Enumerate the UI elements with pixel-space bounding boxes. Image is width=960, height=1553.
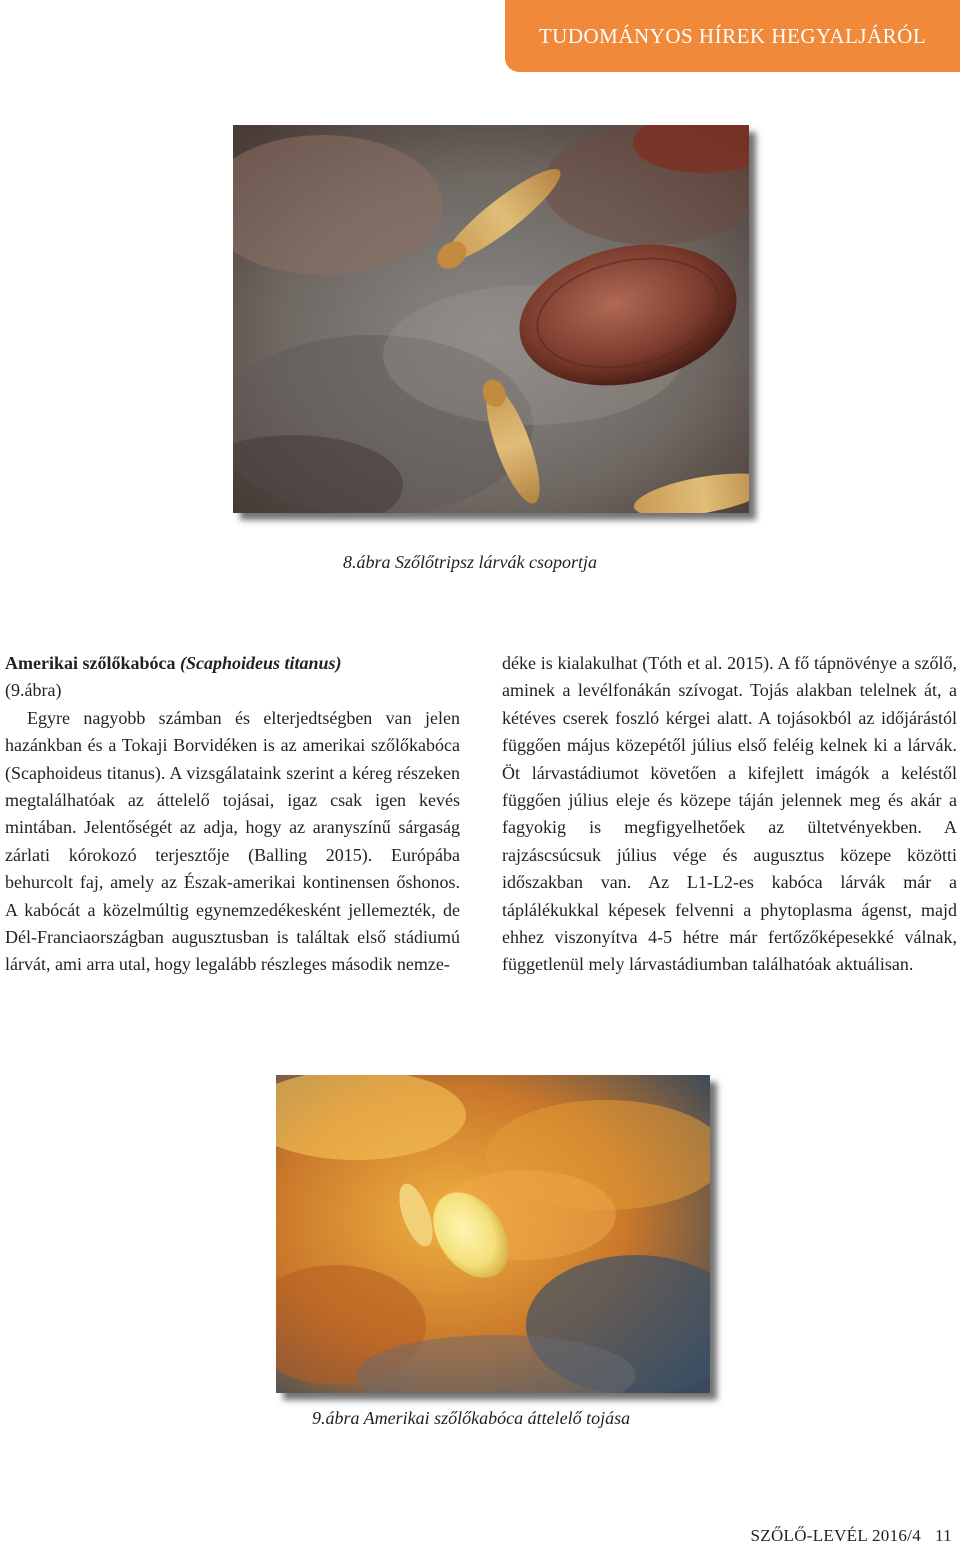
article-left-column (5, 650, 460, 979)
header-banner (505, 0, 960, 72)
heading-latin: (Scaphoideus titanus) (180, 653, 342, 673)
section-heading (5, 650, 460, 677)
heading-main: Amerikai szőlőkabóca (5, 653, 180, 673)
header-title: TUDOMÁNYOS HÍREK HEGYALJÁRÓL (538, 23, 927, 48)
leafhopper-egg-image (276, 1075, 710, 1393)
footer-publication: SZŐLŐ-LEVÉL (750, 1526, 868, 1545)
footer-issue: 2016/4 (871, 1526, 922, 1545)
thrips-larvae-image (233, 125, 749, 513)
paragraph-right: déke is kialakulhat (Tóth et al. 2015). A fő tápnövénye a szőlő, aminek a levélfonákán szívogat. Tojás alakban telelnek át, a kétéves cserek foszló kérgei alatt. A tojásokból az időjárástól függően május közepétől július első feléig kelnek ki a lárvák. Öt lárvastádiumot követően a kifejlett imágók a keléstől függően július eleje és közepe táján jelennek meg és akár a fagyokig is megfigyelhetőek az ültetvényekben. A rajzáscsúcsuk július vége és augusztus közepe közötti időszakban van. Az L1-L2-es kabóca lárvák már a táplálékukkal képesek felvenni a phytoplasma ágenst, majd ehhez viszonyítva 4-5 hétre már fertőzőképesekké válnak, függetlenül mely lárvastádiumban találhatóak aktuálisan. (502, 653, 957, 975)
paragraph-left: Egyre nagyobb számban és elterjedtségben van jelen hazánkban és a Tokaji Borvidéken is az amerikai szőlőkabóca (Scaphoideus titanus). A vizsgálataink szerint a kéreg részeken megtalálhatóak az áttelelő tojásai, igaz csak igen kevés mintában. Jelentőségét az adja, hogy az aranyszínű sárgaság zárlati kórokozó terjesztője (Balling 2015). Európába behurcolt faj, amely az Észak-amerikai kontinensen őshonos. A kabócát a közelmúltig egynemzedékesként jellemezték, de Dél-Franciaországban augusztusban is találtak első stádiumú lárvát, ami arra utal, hogy legalább részleges második nemze- (5, 707, 460, 975)
figure-8-caption: 8.ábra Szőlőtripsz lárvák csoportja (343, 552, 598, 572)
figure-9-caption: 9.ábra Amerikai szőlőkabóca áttelelő tojása (312, 1408, 631, 1428)
figure-8-photo (233, 125, 749, 513)
page-footer (751, 1526, 953, 1546)
page-number: 11 (935, 1526, 952, 1545)
article-right-column (502, 650, 957, 979)
heading-figure-ref: (9.ábra) (5, 680, 62, 701)
figure-9-photo (276, 1075, 710, 1393)
